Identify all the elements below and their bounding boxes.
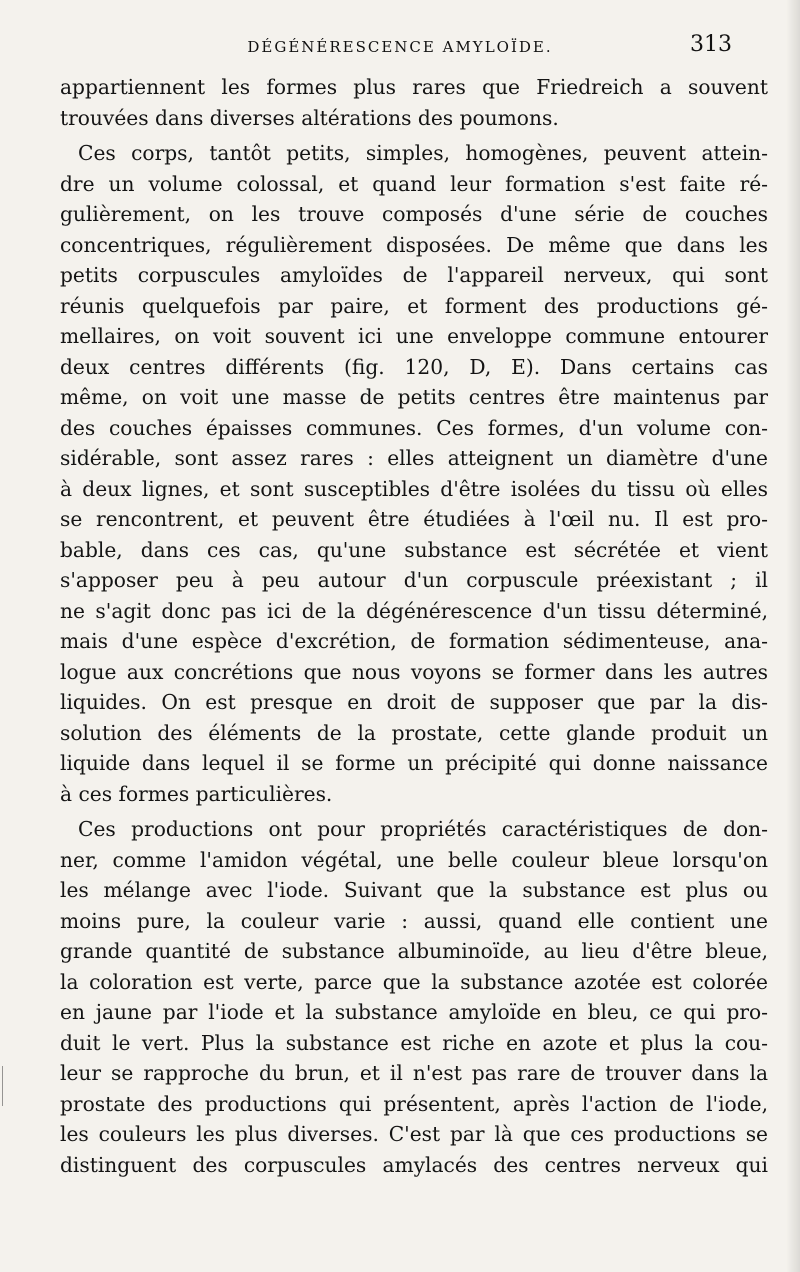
text-line: solution des éléments de la prostate, cette glande produit un [60, 720, 768, 745]
text-line: les mélange avec l'iode. Suivant que la substance est plus ou [60, 878, 768, 902]
text-line: même, on voit une masse de petits centres être maintenus par [60, 385, 768, 409]
margin-mark [2, 1066, 9, 1106]
text-line: moins pure, la couleur varie : aussi, quand elle contient une [60, 908, 768, 933]
page-header [60, 32, 740, 62]
text-line: distinguent des corpuscules amylacés des centres nerveux qui [60, 1152, 768, 1177]
text-line: à ces formes particulières. [60, 781, 333, 806]
page-number: 313 [690, 32, 732, 57]
text-line: petits corpuscules amyloïdes de l'appareil nerveux, qui sont [60, 263, 768, 287]
text-line: grande quantité de substance albuminoïde, au lieu d'être bleue, [60, 939, 768, 963]
text-line: ner, comme l'amidon végétal, une belle couleur bleue lorsqu'on [60, 847, 768, 872]
text-line: à deux lignes, et sont susceptibles d'être isolées du tissu où elles [60, 476, 768, 501]
paragraph [60, 814, 768, 1180]
text-line: appartiennent les formes plus rares que Friedreich a souvent [60, 75, 768, 99]
paragraph [60, 138, 768, 809]
text-line: trouvées dans diverses altérations des poumons. [60, 105, 559, 130]
text-line: concentriques, régulièrement disposées. De même que dans les [60, 232, 768, 257]
text-line: gulièrement, on les trouve composés d'une série de couches [60, 202, 768, 226]
text-line: sidérable, sont assez rares : elles atteignent un diamètre d'une [60, 446, 768, 470]
body-text [60, 72, 768, 1185]
text-line: Ces corps, tantôt petits, simples, homogènes, peuvent attein- [78, 141, 768, 165]
text-line: dre un volume colossal, et quand leur formation s'est faite ré- [60, 171, 768, 196]
text-line: s'apposer peu à peu autour d'un corpuscule préexistant ; il [60, 568, 768, 592]
text-line: se rencontrent, et peuvent être étudiées à l'œil nu. Il est pro- [60, 507, 768, 531]
text-line: logue aux concrétions que nous voyons se former dans les autres [60, 659, 768, 684]
text-line: liquide dans lequel il se forme un précipité qui donne naissance [60, 751, 768, 775]
text-line: ne s'agit donc pas ici de la dégénérescence d'un tissu déterminé, [60, 598, 768, 623]
paragraph [60, 72, 768, 133]
text-line: prostate des productions qui présentent, après l'action de l'iode, [60, 1091, 768, 1116]
text-line: liquides. On est presque en droit de supposer que par la dis- [60, 690, 768, 714]
text-line: des couches épaisses communes. Ces formes, d'un volume con- [60, 415, 768, 440]
text-line: duit le vert. Plus la substance est riche en azote et plus la cou- [60, 1030, 768, 1055]
text-line: réunis quelquefois par paire, et forment des productions gé- [60, 293, 768, 318]
text-line: la coloration est verte, parce que la substance azotée est colorée [60, 969, 768, 994]
text-line: bable, dans ces cas, qu'une substance est sécrétée et vient [60, 537, 768, 562]
text-line: en jaune par l'iode et la substance amyloïde en bleu, ce qui pro- [60, 1000, 768, 1024]
text-line: leur se rapproche du brun, et il n'est pas rare de trouver dans la [60, 1061, 768, 1085]
running-title: DÉGÉNÉRESCENCE AMYLOÏDE. [247, 38, 553, 56]
text-line: mellaires, on voit souvent ici une enveloppe commune entourer [60, 324, 768, 348]
page-edge-shadow [786, 0, 800, 1272]
text-line: Ces productions ont pour propriétés caractéristiques de don- [78, 817, 768, 841]
text-line: les couleurs les plus diverses. C'est par là que ces productions se [60, 1122, 768, 1146]
text-line: deux centres différents (fig. 120, D, E). Dans certains cas [60, 354, 768, 379]
text-line: mais d'une espèce d'excrétion, de formation sédimenteuse, ana- [60, 629, 768, 653]
